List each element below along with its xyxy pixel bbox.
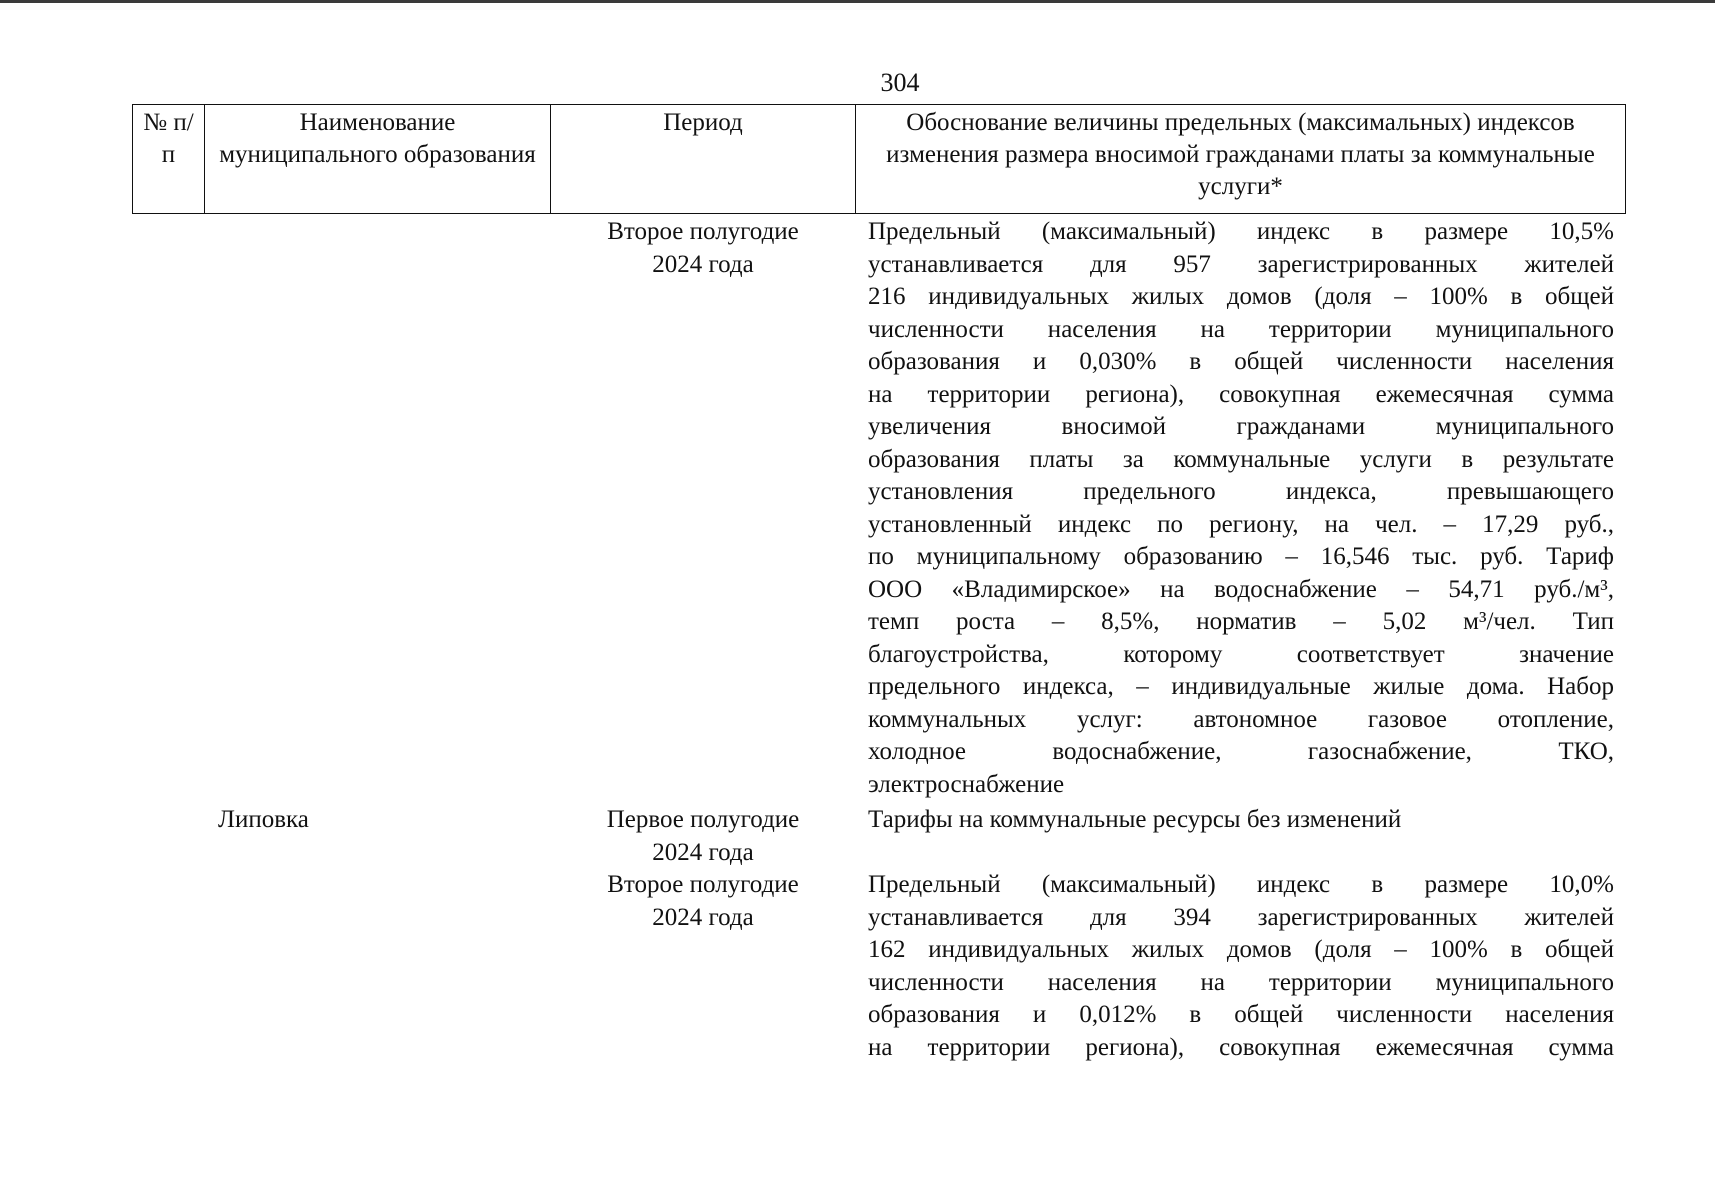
row-period: Второе полугодие 2024 года <box>607 218 799 278</box>
text-line: образования и 0,012% в общей численности населения <box>868 1001 1614 1028</box>
header-period: Период <box>551 105 856 214</box>
text-line: по муниципальному образованию – 16,546 тыс. руб. Тариф <box>868 543 1614 570</box>
row-justification: Тарифы на коммунальные ресурсы без изменений <box>868 806 1402 833</box>
text-line: 216 индивидуальных жилых домов (доля – 100% в общей <box>868 283 1614 310</box>
header-justification: Обоснование величины предельных (максимальных) индексов изменения размера вносимой гражданами платы за коммунальные услуги* <box>856 105 1626 214</box>
scan-edge <box>0 0 1715 3</box>
text-line: численности населения на территории муниципального <box>868 968 1614 996</box>
text-line: благоустройства, которому соответствует значение <box>868 640 1614 668</box>
text-line: установления предельного индекса, превышающего <box>868 478 1614 505</box>
text-line: электроснабжение <box>868 770 1065 798</box>
text-line: предельного индекса, – индивидуальные жилые дома. Набор <box>868 673 1614 700</box>
text-line: Предельный (максимальный) индекс в размере 10,0% <box>868 871 1614 898</box>
text-line: установленный индекс по региону, на чел. – 17,29 руб., <box>868 510 1614 538</box>
row-justification <box>868 216 1614 801</box>
text-line: холодное водоснабжение, газоснабжение, ТКО, <box>868 738 1614 765</box>
text-line: Предельный (максимальный) индекс в размере 10,5% <box>868 218 1614 245</box>
text-line: на территории региона), совокупная ежемесячная сумма <box>868 380 1614 408</box>
text-line: темп роста – 8,5%, норматив – 5,02 м³/чел. Тип <box>868 608 1614 635</box>
text-line: образования платы за коммунальные услуги в результате <box>868 445 1614 473</box>
table-header <box>132 104 1626 214</box>
text-line: 162 индивидуальных жилых домов (доля – 100% в общей <box>868 936 1614 963</box>
row-period: Первое полугодие 2024 года <box>606 806 800 866</box>
text-line: устанавливается для 394 зарегистрированных жителей <box>868 903 1614 931</box>
text-line: образования и 0,030% в общей численности населения <box>868 348 1614 375</box>
row-period: Второе полугодие 2024 года <box>607 871 799 931</box>
text-line: коммунальных услуг: автономное газовое отопление, <box>868 705 1614 733</box>
text-line: численности населения на территории муниципального <box>868 315 1614 343</box>
page-number: 304 <box>880 68 920 97</box>
row-justification <box>868 869 1614 1064</box>
row-name: Липовка <box>218 806 309 833</box>
header-name: Наименование муниципального образования <box>205 105 551 214</box>
text-line: ООО «Владимирское» на водоснабжение – 54,71 руб./м³, <box>868 575 1614 603</box>
text-line: увеличения вносимой гражданами муниципального <box>868 413 1614 440</box>
header-number: № п/п <box>133 105 205 214</box>
text-line: устанавливается для 957 зарегистрированных жителей <box>868 250 1614 278</box>
text-line: на территории региона), совокупная ежемесячная сумма <box>868 1033 1614 1061</box>
